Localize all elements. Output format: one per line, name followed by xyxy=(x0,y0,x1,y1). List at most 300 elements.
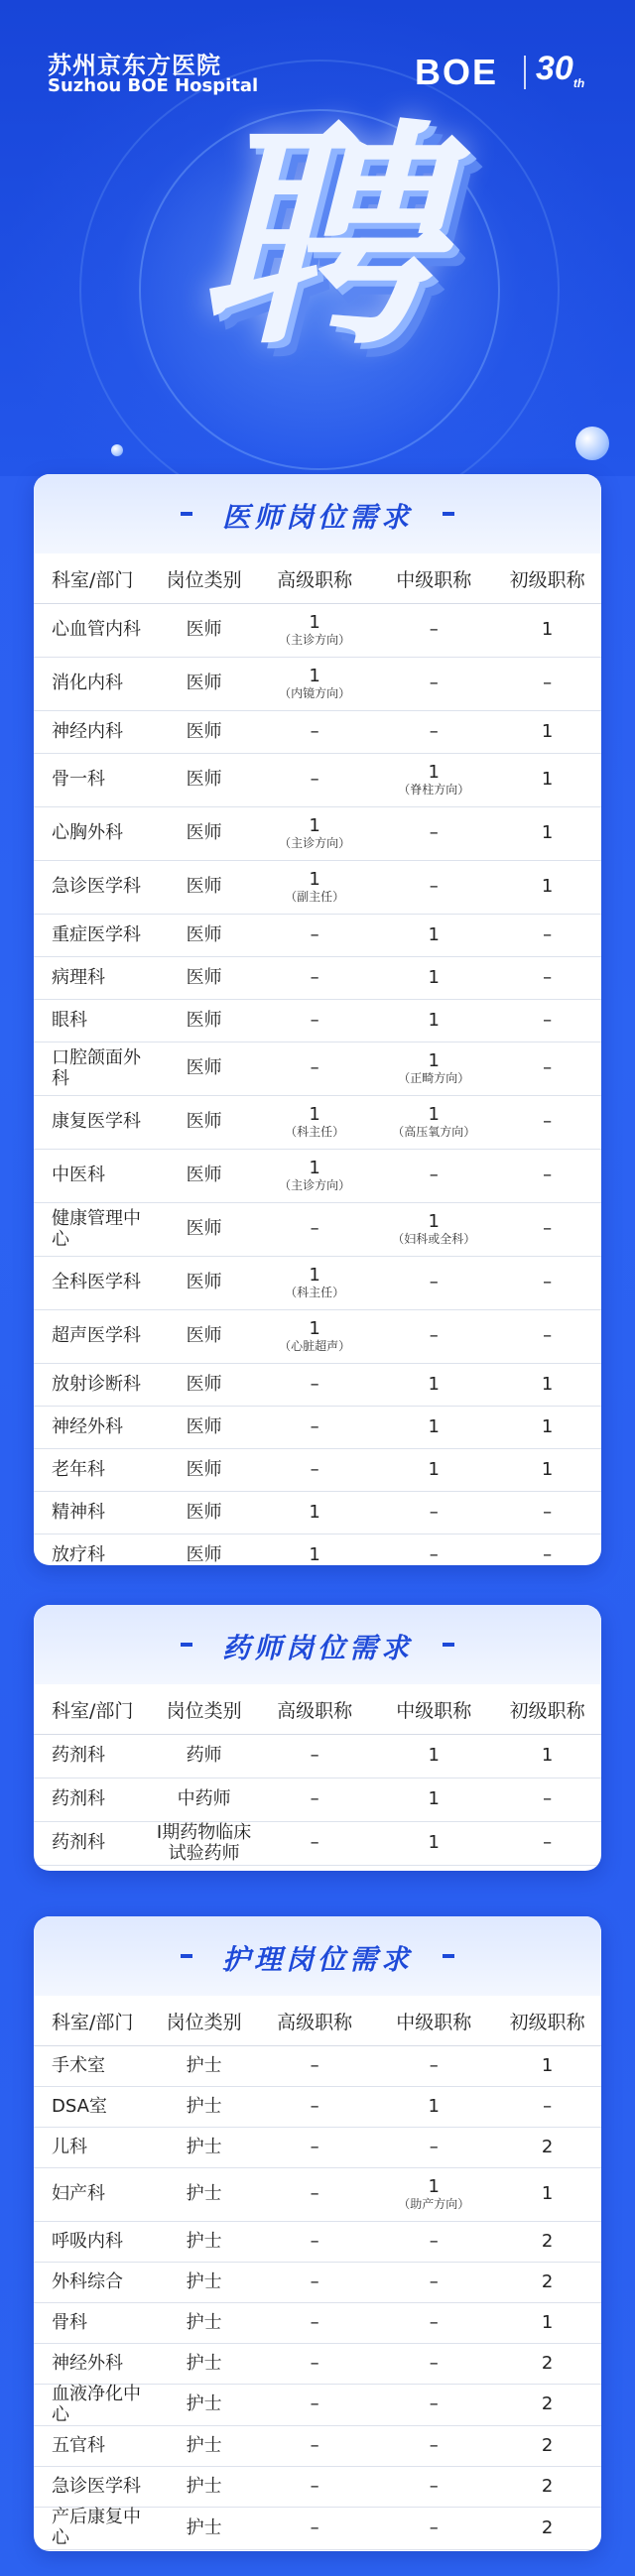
senior-title-cell xyxy=(255,807,374,861)
column-header: 初级职称 xyxy=(493,1684,601,1735)
mid-title-cell xyxy=(374,2344,493,2385)
dept-cell: 全科医学科 xyxy=(34,1257,153,1310)
junior-title-cell: – xyxy=(493,1096,601,1150)
dept-cell: 骨一科 xyxy=(34,754,153,807)
section-title: 医师岗位需求 xyxy=(221,501,413,534)
senior-title-cell xyxy=(255,1000,374,1043)
junior-title-cell: – xyxy=(493,1310,601,1364)
quota-value: – xyxy=(429,1543,439,1565)
junior-title-cell: 1 xyxy=(493,1449,601,1492)
position-type-cell: 护士 xyxy=(153,2128,255,2168)
quota-value: – xyxy=(310,2270,319,2292)
dept-cell: DSA室 xyxy=(34,2087,153,2128)
table-row xyxy=(34,1203,601,1257)
table-header-row xyxy=(34,1684,601,1735)
senior-title-cell xyxy=(255,2087,374,2128)
quota-value: – xyxy=(310,2435,319,2457)
senior-title-cell xyxy=(255,2467,374,2508)
decorative-bubble xyxy=(111,444,123,456)
dept-cell: 儿科 xyxy=(34,2128,153,2168)
mid-title-cell xyxy=(374,604,493,658)
position-type-cell: 医师 xyxy=(153,807,255,861)
quota-note: （主诊方向） xyxy=(279,1178,351,1193)
dept-cell: 手术室 xyxy=(34,2046,153,2087)
quota-value: 1 xyxy=(309,1264,320,1286)
quota-value: – xyxy=(310,1373,319,1395)
column-header: 科室/部门 xyxy=(34,1996,153,2046)
table-row xyxy=(34,2128,601,2168)
quota-value: 1 xyxy=(309,665,320,686)
table-row xyxy=(34,1534,601,1566)
position-type-cell: 医师 xyxy=(153,1364,255,1407)
senior-title-cell xyxy=(255,2344,374,2385)
mid-title-cell xyxy=(374,711,493,754)
dept-cell: 神经内科 xyxy=(34,711,153,754)
column-header: 岗位类别 xyxy=(153,1996,255,2046)
quota-value: – xyxy=(429,2393,439,2415)
quota-value: 1 xyxy=(428,2095,440,2117)
quota-value: – xyxy=(310,923,319,945)
mid-title-cell xyxy=(374,1310,493,1364)
quota-value: – xyxy=(310,1745,319,1767)
dept-cell: 放疗科 xyxy=(34,1534,153,1566)
table-row xyxy=(34,915,601,957)
junior-title-cell: – xyxy=(493,1257,601,1310)
table-row xyxy=(34,1364,601,1407)
senior-title-cell xyxy=(255,1735,374,1779)
senior-title-cell xyxy=(255,1534,374,1566)
mid-title-cell xyxy=(374,1364,493,1407)
quota-value: 1 xyxy=(428,761,440,783)
dept-cell: 放射诊断科 xyxy=(34,1364,153,1407)
quota-note: （科主任） xyxy=(285,1286,345,1300)
nursing-table xyxy=(34,1996,601,2550)
table-row xyxy=(34,1449,601,1492)
dept-cell: 急诊医学科 xyxy=(34,861,153,915)
position-type-cell: 医师 xyxy=(153,861,255,915)
senior-title-cell xyxy=(255,604,374,658)
table-row xyxy=(34,2467,601,2508)
junior-title-cell: 1 xyxy=(493,2046,601,2087)
senior-title-cell xyxy=(255,1257,374,1310)
senior-title-cell xyxy=(255,2385,374,2426)
table-row xyxy=(34,1822,601,1866)
hero-recruit-character: 聘 xyxy=(197,99,437,377)
position-type-cell: 医师 xyxy=(153,1096,255,1150)
quota-value: – xyxy=(429,2476,439,2498)
position-type-cell: 护士 xyxy=(153,2168,255,2222)
junior-title-cell: – xyxy=(493,1000,601,1043)
senior-title-cell xyxy=(255,1822,374,1866)
senior-title-cell xyxy=(255,1407,374,1449)
table-row xyxy=(34,1735,601,1779)
table-row xyxy=(34,604,601,658)
junior-title-cell: – xyxy=(493,2087,601,2128)
quota-value: – xyxy=(429,1165,439,1186)
junior-title-cell: 2 xyxy=(493,2344,601,2385)
dept-cell: 神经外科 xyxy=(34,2344,153,2385)
column-header: 中级职称 xyxy=(374,1684,493,1735)
quota-value: – xyxy=(429,2352,439,2374)
senior-title-cell xyxy=(255,2168,374,2222)
senior-title-cell xyxy=(255,2426,374,2467)
senior-title-cell xyxy=(255,1203,374,1257)
mid-title-cell xyxy=(374,915,493,957)
quota-note: （内镜方向） xyxy=(279,686,351,701)
quota-value: – xyxy=(310,2516,319,2538)
mid-title-cell xyxy=(374,2046,493,2087)
quota-value: – xyxy=(310,769,319,791)
position-type-cell: 护士 xyxy=(153,2426,255,2467)
quota-value: 1 xyxy=(428,1210,440,1232)
dept-cell: 呼吸内科 xyxy=(34,2222,153,2263)
anniversary-number: 30 xyxy=(536,50,573,87)
mid-title-cell xyxy=(374,861,493,915)
dept-cell: 五官科 xyxy=(34,2426,153,2467)
junior-title-cell: – xyxy=(493,957,601,1000)
quota-value: – xyxy=(310,966,319,988)
table-row xyxy=(34,2087,601,2128)
position-type-cell: 医师 xyxy=(153,1407,255,1449)
column-header: 初级职称 xyxy=(493,553,601,604)
senior-title-cell xyxy=(255,1043,374,1096)
position-type-cell: 医师 xyxy=(153,1257,255,1310)
table-row xyxy=(34,1096,601,1150)
title-dash xyxy=(443,1643,454,1647)
table-row xyxy=(34,2426,601,2467)
junior-title-cell: 2 xyxy=(493,2385,601,2426)
table-row xyxy=(34,1779,601,1822)
mid-title-cell xyxy=(374,2508,493,2549)
senior-title-cell xyxy=(255,1779,374,1822)
quota-note: （脊柱方向） xyxy=(398,783,470,797)
quota-value: – xyxy=(310,2352,319,2374)
quota-value: 1 xyxy=(309,1317,320,1339)
quota-value: – xyxy=(310,1009,319,1031)
senior-title-cell xyxy=(255,861,374,915)
mid-title-cell xyxy=(374,1203,493,1257)
quota-note: （主诊方向） xyxy=(279,633,351,648)
dept-cell: 口腔颌面外科 xyxy=(34,1043,153,1096)
column-header: 科室/部门 xyxy=(34,553,153,604)
table-row xyxy=(34,1043,601,1096)
junior-title-cell: 2 xyxy=(493,2467,601,2508)
mid-title-cell xyxy=(374,807,493,861)
mid-title-cell xyxy=(374,1407,493,1449)
quota-note: （副主任） xyxy=(285,890,345,905)
mid-title-cell xyxy=(374,2222,493,2263)
mid-title-cell xyxy=(374,1735,493,1779)
junior-title-cell: – xyxy=(493,1043,601,1096)
position-type-cell: 药师 xyxy=(153,1735,255,1779)
junior-title-cell: 1 xyxy=(493,1407,601,1449)
mid-title-cell xyxy=(374,1449,493,1492)
quota-value: – xyxy=(310,1415,319,1437)
quota-value: 1 xyxy=(428,1745,440,1767)
column-header: 岗位类别 xyxy=(153,553,255,604)
dept-cell: 心胸外科 xyxy=(34,807,153,861)
quota-note: （主诊方向） xyxy=(279,836,351,851)
hospital-name-cn: 苏州京东方医院 xyxy=(48,52,221,79)
junior-title-cell: 1 xyxy=(493,754,601,807)
junior-title-cell: 1 xyxy=(493,1364,601,1407)
position-type-cell: 护士 xyxy=(153,2303,255,2344)
mid-title-cell xyxy=(374,1779,493,1822)
junior-title-cell: 1 xyxy=(493,2168,601,2222)
decorative-bubble xyxy=(575,427,609,460)
junior-title-cell: – xyxy=(493,1203,601,1257)
quota-value: – xyxy=(429,619,439,641)
position-type-cell: 医师 xyxy=(153,1449,255,1492)
quota-value: 1 xyxy=(309,1157,320,1178)
dept-cell: 药剂科 xyxy=(34,1779,153,1822)
junior-title-cell: 2 xyxy=(493,2263,601,2303)
section-header xyxy=(34,1916,601,1996)
position-type-cell: 医师 xyxy=(153,604,255,658)
quota-value: – xyxy=(429,1325,439,1347)
quota-note: （心脏超声） xyxy=(279,1339,351,1354)
quota-value: 1 xyxy=(309,868,320,890)
quota-value: 1 xyxy=(309,1543,320,1565)
table-row xyxy=(34,1492,601,1534)
quota-note: （正畸方向） xyxy=(398,1071,470,1086)
quota-value: 1 xyxy=(428,1049,440,1071)
table-row xyxy=(34,2222,601,2263)
anniversary-logo xyxy=(536,50,584,90)
position-type-cell: 护士 xyxy=(153,2263,255,2303)
table-row xyxy=(34,1407,601,1449)
quota-value: 1 xyxy=(428,1415,440,1437)
dept-cell: 病理科 xyxy=(34,957,153,1000)
dept-cell: 神经外科 xyxy=(34,1407,153,1449)
dept-cell: 老年科 xyxy=(34,1449,153,1492)
quota-value: – xyxy=(310,1788,319,1810)
quota-value: – xyxy=(429,2054,439,2076)
senior-title-cell xyxy=(255,711,374,754)
mid-title-cell xyxy=(374,2087,493,2128)
title-dash xyxy=(443,1954,454,1958)
quota-value: 1 xyxy=(428,1832,440,1854)
dept-cell: 急诊医学科 xyxy=(34,2467,153,2508)
junior-title-cell: 2 xyxy=(493,2508,601,2549)
column-header: 高级职称 xyxy=(255,1996,374,2046)
position-type-cell: I期药物临床试验药师 xyxy=(153,1822,255,1866)
quota-value: – xyxy=(310,2230,319,2252)
position-type-cell: 护士 xyxy=(153,2087,255,2128)
dept-cell: 骨科 xyxy=(34,2303,153,2344)
junior-title-cell: 1 xyxy=(493,861,601,915)
mid-title-cell xyxy=(374,1043,493,1096)
position-type-cell: 医师 xyxy=(153,1310,255,1364)
quota-value: – xyxy=(310,720,319,742)
mid-title-cell xyxy=(374,1257,493,1310)
position-type-cell: 护士 xyxy=(153,2344,255,2385)
quota-value: – xyxy=(310,2311,319,2333)
anniversary-suffix: th xyxy=(572,75,585,90)
mid-title-cell xyxy=(374,2385,493,2426)
quota-value: – xyxy=(310,1832,319,1854)
position-type-cell: 中药师 xyxy=(153,1779,255,1822)
dept-cell: 外科综合 xyxy=(34,2263,153,2303)
column-header: 中级职称 xyxy=(374,1996,493,2046)
quota-value: 1 xyxy=(428,1009,440,1031)
hero-banner xyxy=(0,0,635,476)
table-header-row xyxy=(34,1996,601,2046)
mid-title-cell xyxy=(374,1000,493,1043)
senior-title-cell xyxy=(255,2222,374,2263)
mid-title-cell xyxy=(374,2303,493,2344)
quota-value: – xyxy=(310,2183,319,2205)
dept-cell: 产后康复中心 xyxy=(34,2508,153,2549)
junior-title-cell: – xyxy=(493,1779,601,1822)
quota-value: 1 xyxy=(309,814,320,836)
senior-title-cell xyxy=(255,1364,374,1407)
quota-value: 1 xyxy=(309,611,320,633)
quota-value: – xyxy=(429,2435,439,2457)
junior-title-cell: – xyxy=(493,1822,601,1866)
mid-title-cell xyxy=(374,2426,493,2467)
junior-title-cell: – xyxy=(493,658,601,711)
position-type-cell: 医师 xyxy=(153,754,255,807)
quota-value: – xyxy=(310,2095,319,2117)
quota-value: – xyxy=(429,720,439,742)
column-header: 高级职称 xyxy=(255,1684,374,1735)
junior-title-cell: 1 xyxy=(493,2303,601,2344)
mid-title-cell xyxy=(374,2467,493,2508)
senior-title-cell xyxy=(255,658,374,711)
quota-value: – xyxy=(310,1218,319,1240)
table-row xyxy=(34,754,601,807)
pharmacist-table xyxy=(34,1684,601,1866)
table-row xyxy=(34,807,601,861)
quota-value: – xyxy=(429,876,439,898)
quota-value: – xyxy=(429,1501,439,1523)
position-type-cell: 医师 xyxy=(153,957,255,1000)
quota-value: – xyxy=(429,2230,439,2252)
position-type-cell: 医师 xyxy=(153,711,255,754)
logo-divider xyxy=(524,56,526,89)
senior-title-cell xyxy=(255,1449,374,1492)
mid-title-cell xyxy=(374,1534,493,1566)
position-type-cell: 医师 xyxy=(153,1043,255,1096)
section-title: 药师岗位需求 xyxy=(221,1632,413,1664)
senior-title-cell xyxy=(255,957,374,1000)
mid-title-cell xyxy=(374,2263,493,2303)
senior-title-cell xyxy=(255,1096,374,1150)
junior-title-cell: 1 xyxy=(493,711,601,754)
senior-title-cell xyxy=(255,1310,374,1364)
physician-section-card xyxy=(34,474,601,1565)
dept-cell: 超声医学科 xyxy=(34,1310,153,1364)
mid-title-cell xyxy=(374,1822,493,1866)
dept-cell: 康复医学科 xyxy=(34,1096,153,1150)
table-row xyxy=(34,957,601,1000)
position-type-cell: 护士 xyxy=(153,2467,255,2508)
hospital-name-en: Suzhou BOE Hospital xyxy=(48,75,259,96)
junior-title-cell: 2 xyxy=(493,2128,601,2168)
junior-title-cell: 1 xyxy=(493,604,601,658)
dept-cell: 消化内科 xyxy=(34,658,153,711)
quota-note: （助产方向） xyxy=(398,2197,470,2212)
dept-cell: 药剂科 xyxy=(34,1822,153,1866)
position-type-cell: 护士 xyxy=(153,2222,255,2263)
dept-cell: 中医科 xyxy=(34,1150,153,1203)
section-header xyxy=(34,474,601,553)
mid-title-cell xyxy=(374,2168,493,2222)
table-row xyxy=(34,2303,601,2344)
quota-value: – xyxy=(310,2054,319,2076)
dept-cell: 心血管内科 xyxy=(34,604,153,658)
position-type-cell: 医师 xyxy=(153,915,255,957)
quota-value: 1 xyxy=(309,1103,320,1125)
column-header: 科室/部门 xyxy=(34,1684,153,1735)
mid-title-cell xyxy=(374,1150,493,1203)
dept-cell: 妇产科 xyxy=(34,2168,153,2222)
quota-value: – xyxy=(310,1458,319,1480)
table-row xyxy=(34,2263,601,2303)
section-header xyxy=(34,1605,601,1684)
table-row xyxy=(34,861,601,915)
mid-title-cell xyxy=(374,1096,493,1150)
dept-cell: 眼科 xyxy=(34,1000,153,1043)
senior-title-cell xyxy=(255,2303,374,2344)
quota-value: – xyxy=(429,2516,439,2538)
quota-value: – xyxy=(310,1057,319,1079)
dept-cell: 重症医学科 xyxy=(34,915,153,957)
table-row xyxy=(34,1000,601,1043)
mid-title-cell xyxy=(374,1492,493,1534)
senior-title-cell xyxy=(255,1492,374,1534)
senior-title-cell xyxy=(255,2128,374,2168)
dept-cell: 健康管理中心 xyxy=(34,1203,153,1257)
senior-title-cell xyxy=(255,754,374,807)
quota-value: – xyxy=(429,2311,439,2333)
quota-value: – xyxy=(429,2270,439,2292)
position-type-cell: 医师 xyxy=(153,1203,255,1257)
quota-note: （科主任） xyxy=(285,1125,345,1140)
quota-note: （妇科或全科） xyxy=(392,1232,476,1247)
table-row xyxy=(34,1310,601,1364)
table-row xyxy=(34,711,601,754)
quota-value: 1 xyxy=(428,1458,440,1480)
junior-title-cell: – xyxy=(493,915,601,957)
mid-title-cell xyxy=(374,658,493,711)
quota-value: 1 xyxy=(428,1373,440,1395)
quota-value: 1 xyxy=(428,1103,440,1125)
pharmacist-section-card xyxy=(34,1605,601,1871)
position-type-cell: 医师 xyxy=(153,1492,255,1534)
senior-title-cell xyxy=(255,2508,374,2549)
position-type-cell: 医师 xyxy=(153,1000,255,1043)
senior-title-cell xyxy=(255,2046,374,2087)
table-row xyxy=(34,658,601,711)
quota-value: – xyxy=(429,1272,439,1293)
junior-title-cell: 1 xyxy=(493,807,601,861)
table-row xyxy=(34,2385,601,2426)
senior-title-cell xyxy=(255,915,374,957)
mid-title-cell xyxy=(374,2128,493,2168)
quota-value: 1 xyxy=(428,1788,440,1810)
section-title: 护理岗位需求 xyxy=(221,1943,413,1976)
position-type-cell: 医师 xyxy=(153,1534,255,1566)
table-row xyxy=(34,1150,601,1203)
junior-title-cell: 2 xyxy=(493,2426,601,2467)
quota-value: – xyxy=(429,673,439,694)
column-header: 高级职称 xyxy=(255,553,374,604)
senior-title-cell xyxy=(255,2263,374,2303)
quota-note: （高压氧方向） xyxy=(392,1125,476,1140)
table-row xyxy=(34,2046,601,2087)
